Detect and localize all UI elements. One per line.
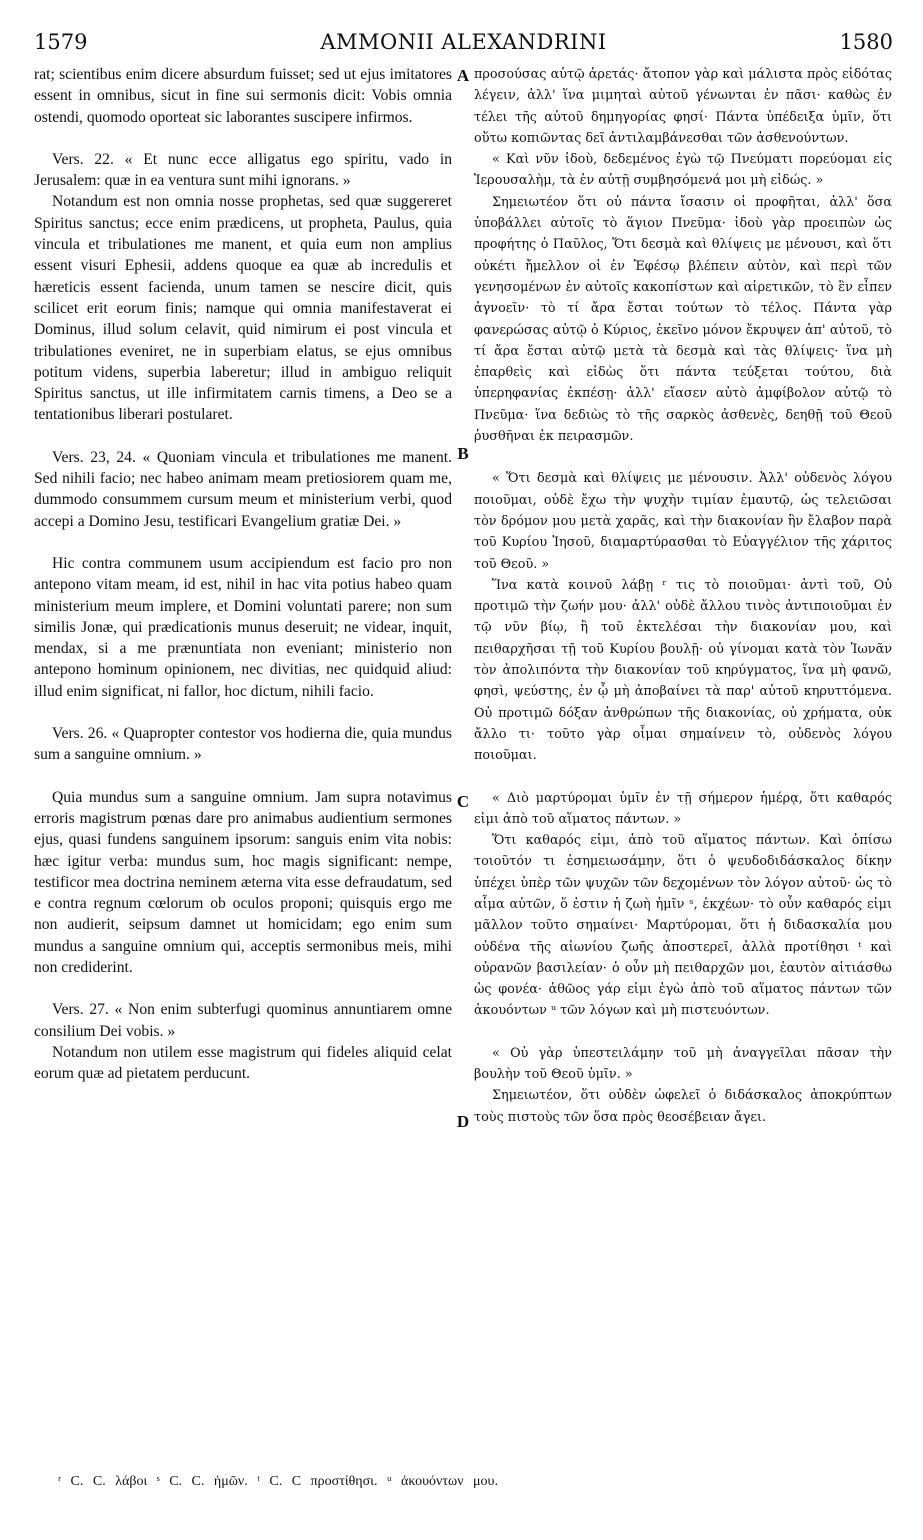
page-header [34, 30, 893, 60]
margin-marker-b: B [457, 444, 469, 463]
latin-verse: Vers. 22. « Et nunc ecce alligatus ego spiritu, vado in Jerusalem: quæ in ea ventura sunt mihi ignorans. » [34, 150, 452, 190]
latin-verse: Vers. 23, 24. « Quoniam vincula et tribulationes me manent. Sed nihili facio; nec habeo animam meam pretiosiorem quam me, dummodo consummem cursum meum et ministerium verbi, quod accepi a Domino Jesu, testificari Evangelium gratiæ Dei. » [34, 448, 452, 530]
margin-marker-c: C [456, 792, 470, 811]
margin-marker-d: D [456, 1112, 470, 1131]
latin-verse: Vers. 26. « Quapropter contestor vos hodierna die, quia mundus sum a sanguine omnium. » [34, 725, 452, 764]
greek-verse: « Καὶ νῦν ἰδοὺ, δεδεμένος ἐγὼ τῷ Πνεύματι πορεύομαι εἰς Ἱερουσαλὴμ, τὰ ἐν αὐτῇ συμβησόμενά μοι μὴ εἰδώς. » [474, 152, 892, 189]
greek-para: Ἵνα κατὰ κοινοῦ λάβῃ ʳ τις τὸ ποιοῦμαι· ἀντὶ τοῦ, Οὐ προτιμῶ τὴν ζωήν μου· ἀλλ' οὐδὲ ἄλλου τινὸς ἀντιποιοῦμαι ἐν τῷ νῦν βίῳ, ἢ τοῦ ἐκτελέσαι τὴν διακονίαν μου, καὶ πειθαρχῆσαι τῇ τοῦ Κυρίου βουλῇ· οὐ γίνομαι κατὰ τὸν Ἰωνᾶν τὸν ἀπολιπόντα τὴν διακονίαν τοῦ κηρύγματος, ἵνα μὴ φανῶ, φησὶ, ψεύστης, ἐν ᾧ μὴ ἀποβαίνει τὰ παρ' αὐτοῦ κηρυττόμενα. Οὐ προτιμῶ δόξαν ἀνθρώπων τῆς διακονίας, οὐ χρήματα, οὐκ ἄλλο τι· τοῦτο γὰρ οἶμαι σημαίνειν τὸ, οὐδενὸς λόγου ποιοῦμαι. [474, 577, 892, 764]
latin-column [34, 64, 452, 1454]
greek-para: Ὅτι καθαρός εἰμι, ἀπὸ τοῦ αἵματος πάντων. Καὶ ὀπίσω τοιοῦτόν τι ἐσημειωσάμην, ὅτι ὁ ψευδοδιδάσκαλος δίκην ὑπέχει ὑπὲρ τῶν ψυχῶν τῶν δεχομένων τὸν λόγον αὐτοῦ· ὡς τὸ αἷμα αὐτῶν, ὅ ἐστιν ἡ ζωὴ ἡμῖν ˢ, ἐκχέων· τὸ οὖν καθαρός εἰμι μᾶλλον τοῦτο σημαίνει· Μαρτύρομαι, ὅτι ἡ διδασκαλία μου οὐδένα τῆς αἰωνίου ζωῆς ἀποστερεῖ, ἀλλὰ προτίθησι ᵗ καὶ οὐρανῶν βασιλείαν· ὁ οὖν μὴ πειθαρχῶν μοι, ἑαυτὸν αἰτιάσθω ὡς φονέα· ἀθῶος γάρ εἰμι ἐγὼ ἀπὸ τοῦ αἵματος πάντων τῶν ἀκουόντων ᵘ τῶν λόγων καὶ μὴ πιστευόντων. [474, 833, 892, 1019]
footnotes: ʳ C. C. λάβοι ˢ C. C. ἡμῶν. ᵗ C. C προστίθησι. ᵘ ἀκουόντων μου. [58, 1474, 498, 1489]
greek-para: Σημειωτέον ὅτι οὐ πάντα ἴσασιν οἱ προφῆται, ἀλλ' ὅσα ὑποβάλλει αὐτοῖς τὸ ἅγιον Πνεῦμα· ἰδοὺ γὰρ προειπὼν ὡς προφήτης ὁ Παῦλος, Ὅτι δεσμὰ καὶ θλίψεις με μένουσι, καὶ ὅτι οὐκέτι ἤμελλον οἱ ἐν Ἐφέσῳ βλέπειν αὐτὸν, καὶ περὶ τῶν γενησομένων ἐν αὐτοῖς κακοπίστων καὶ αἱρετικῶν, τὸ ἓν εἶπεν ἀγνοεῖν· τὸ τί ἄρα ἔσται τούτων τὸ τέλος. Πάντα γὰρ φανερώσας αὐτῷ ὁ Κύριος, ἐκεῖνο μόνον ἔκρυψεν ἀπ' αὐτοῦ, τὸ τί ἄρα ἔσται αὐτῷ μετὰ τὰ δεσμὰ καὶ τὰς θλίψεις· ἵνα μὴ ἐπαρθεὶς καὶ εἰδὼς ὅτι πάντα τεύξεται τούτου, διὰ ὑπερηφανίας ἐκπέσῃ· ἀλλ' εἴασεν αὐτὸ ἀμφίβολον αὐτῷ τὸ Πνεῦμα· ἵνα δεδιὼς τὸ τῆς σαρκὸς ἀσθενὲς, δεηθῇ τοῦ Θεοῦ ῥυσθῆναι ἐκ πειρασμῶν. [474, 194, 892, 445]
greek-para: προσούσας αὐτῷ ἀρετάς· ἄτοπον γὰρ καὶ μάλιστα πρὸς εἰδότας λέγειν, ἀλλ' ἵνα μιμηταὶ αὐτοῦ γένωνται ἐν πᾶσι· καθὼς ἐν τέλει τῆς αὐτοῦ δημηγορίας φησί· Πάντα ὑπέδειξα ὑμῖν, ὅτι οὕτω κοπιῶντας δεῖ ἀντιλαμβάνεσθαι τῶν ἀσθενούντων. [474, 67, 892, 146]
latin-verse: Vers. 27. « Non enim subterfugi quominus annuntiarem omne consilium Dei vobis. » [34, 1001, 452, 1040]
greek-verse: « Ὅτι δεσμὰ καὶ θλίψεις με μένουσιν. Ἀλλ' οὐδενὸς λόγου ποιοῦμαι, οὐδὲ ἔχω τὴν ψυχὴν τιμίαν ἐμαυτῷ, ὡς τελειῶσαι τὸν δρόμον μου μετὰ χαρᾶς, καὶ τὴν διακονίαν ἣν ἔλαβον παρὰ τοῦ Κυρίου Ἰησοῦ, διαμαρτύρασθαι τὸ Εὐαγγέλιον τῆς χάριτος τοῦ Θεοῦ. » [474, 471, 892, 572]
greek-column [474, 64, 892, 1454]
latin-para: Quia mundus sum a sanguine omnium. Jam supra notavimus erroris magistrum pœnas dare pro animabus audientium sermones ejus, quasi fundens sanguinem ipsorum: sanguis enim vita nobis: hæc igitur verba: mundus sum, hoc magis significant: nempe, testificor mea doctrina neminem æterna vita esse defraudatum, sed e contra regnum cœlorum ob oculos proponi; quisquis ergo me non audierit, seipsum damnet ut homicidam; ego enim sum mundus a sanguine omnium qui, acceptis sermonibus meis, mihi non crediderint. [34, 788, 452, 976]
latin-para: Notandum est non omnia nosse prophetas, sed quæ suggereret Spiritus sanctus; ecce enim prædicens, ut propheta, Paulus, quia vincula et tribulationes me manent, et quia eum non amplius essent visuri Ephesii, addens quoque ea quæ ab incredulis et hæreticis essent facienda, unum tamen se nescire dicit, quis scilicet erit eorum finis; namque qui omnia manifestaverat ei Dominus, illud solum celavit, quid nimirum ei post vincula et tribulationes eveniret, ne in superbiam elatus, se ejus omnibus potitum videns, superbia laberetur; illud in ambiguo reliquit Spiritus sanctus, ut ille infirmitatem carnis timens, a Deo se a tentationibus liberari postularet. [34, 193, 452, 424]
greek-verse: « Διὸ μαρτύρομαι ὑμῖν ἐν τῇ σήμερον ἡμέρᾳ, ὅτι καθαρός εἰμι ἀπὸ τοῦ αἵματος πάντων. » [474, 790, 892, 827]
greek-para: Σημειωτέον, ὅτι οὐδὲν ὠφελεῖ ὁ διδάσκαλος ἀποκρύπτων τοὺς πιστοὺς τῶν ὅσα πρὸς θεοσέβειαν ἄγει. [474, 1088, 892, 1125]
greek-verse: « Οὐ γὰρ ὑπεστειλάμην τοῦ μὴ ἀναγγεῖλαι πᾶσαν τὴν βουλὴν τοῦ Θεοῦ ὑμῖν. » [474, 1045, 892, 1083]
latin-para: rat; scientibus enim dicere absurdum fuisset; sed ut ejus imitatores essent in omnibus, sicut in fine sui sermonis dicit: Vobis omnia ostendi, quomodo oporteat sic laborantes suscipere infirmos. [34, 66, 452, 126]
latin-para: Notandum non utilem esse magistrum qui fideles aliquid celat eorum quæ ad pietatem perducunt. [34, 1043, 452, 1083]
page-number-left: 1579 [34, 30, 88, 54]
running-title: AMMONII ALEXANDRINI [320, 30, 607, 54]
latin-para: Hic contra communem usum accipiendum est facio pro non antepono vitam meam, id est, nihil in hac vita potius habeo quam ministerium meum implere, et Domini voluntati parere; non sum similis Jonæ, qui prædicationis munus deseruit; ne videar, inquit, mendax, si a me prænuntiata non eveniant; ministerio non antepono hominum opinionem, nec divitias, nec quidquid aliud: illud enim significat, ni fallor, hoc dictum, nihili facio. [34, 554, 452, 700]
margin-marker-a: A [456, 66, 470, 85]
page-number-right: 1580 [839, 30, 893, 54]
